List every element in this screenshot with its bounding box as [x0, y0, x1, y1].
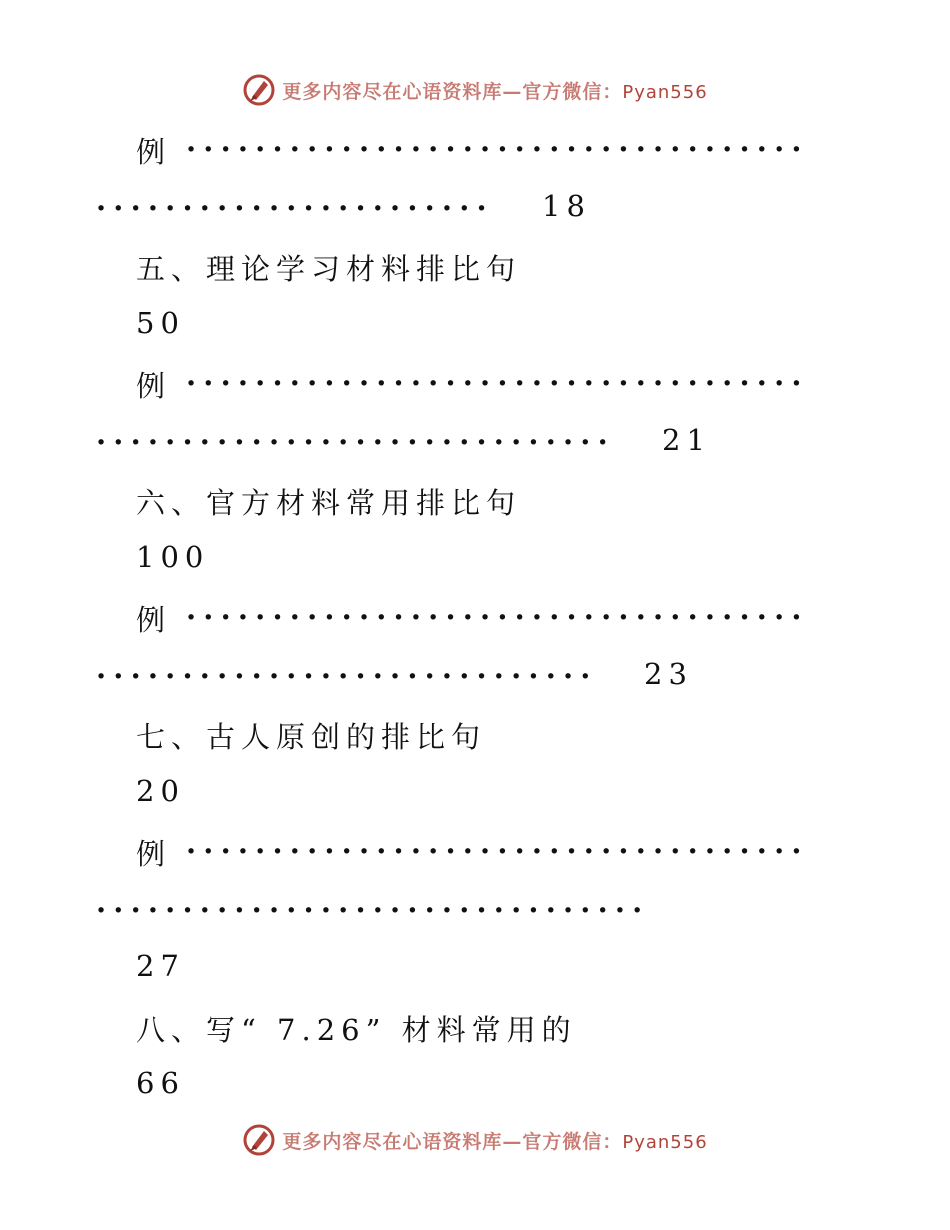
toc-label: 例 — [136, 369, 172, 403]
leader-dots: ................................ — [96, 884, 650, 919]
toc-line — [0, 590, 950, 649]
pen-logo-icon — [242, 1123, 276, 1157]
toc-line — [0, 883, 950, 942]
page-number: 18 — [542, 188, 591, 223]
leader-dots: ....................... — [96, 182, 494, 217]
leader-dots: ............................. — [96, 650, 598, 685]
page-number: 27 — [136, 949, 185, 983]
toc-count: 66 — [136, 1066, 185, 1100]
toc-line — [0, 649, 950, 708]
toc-line — [0, 473, 950, 532]
toc-line — [0, 766, 950, 825]
wechat-id: Pyan556 — [622, 81, 708, 103]
toc-title: 六、官方材料常用排比句 — [136, 486, 522, 520]
footer-banner — [0, 1120, 950, 1160]
leader-dots: .............................. — [96, 416, 615, 451]
toc-line — [0, 707, 950, 766]
toc-line — [0, 122, 950, 181]
toc-count: 20 — [136, 773, 185, 808]
wechat-id: Pyan556 — [622, 1131, 708, 1153]
pen-logo-icon — [242, 73, 276, 107]
page-number: 23 — [644, 656, 693, 691]
toc-title: 五、理论学习材料排比句 — [136, 252, 522, 286]
banner-text: 更多内容尽在心语资料库—官方微信：Pyan556 — [282, 80, 708, 103]
toc-label: 例 — [136, 603, 172, 637]
toc-line — [0, 415, 950, 474]
page-number: 21 — [662, 422, 711, 457]
toc-title: 八、写“ 7.26” 材料常用的 — [136, 1012, 577, 1047]
leader-dots: .................................... — [186, 592, 809, 626]
toc-line — [0, 1058, 950, 1117]
toc-line — [0, 356, 950, 415]
banner-text: 更多内容尽在心语资料库—官方微信：Pyan556 — [282, 1130, 708, 1153]
header-banner — [0, 70, 950, 110]
toc-line — [0, 824, 950, 883]
toc-count: 50 — [136, 305, 185, 340]
toc-title: 七、古人原创的排比句 — [136, 720, 487, 754]
leader-dots: .................................... — [186, 358, 809, 392]
toc-line — [0, 181, 950, 240]
toc-line — [0, 239, 950, 298]
toc-line — [0, 1000, 950, 1059]
toc-count: 100 — [136, 539, 210, 574]
toc-line — [0, 941, 950, 1000]
toc-line — [0, 532, 950, 591]
leader-dots: .................................... — [186, 826, 809, 860]
toc-label: 例 — [136, 837, 172, 871]
toc-line — [0, 298, 950, 357]
toc-content — [0, 122, 950, 1117]
toc-label: 例 — [136, 135, 172, 169]
leader-dots: .................................... — [186, 124, 809, 158]
